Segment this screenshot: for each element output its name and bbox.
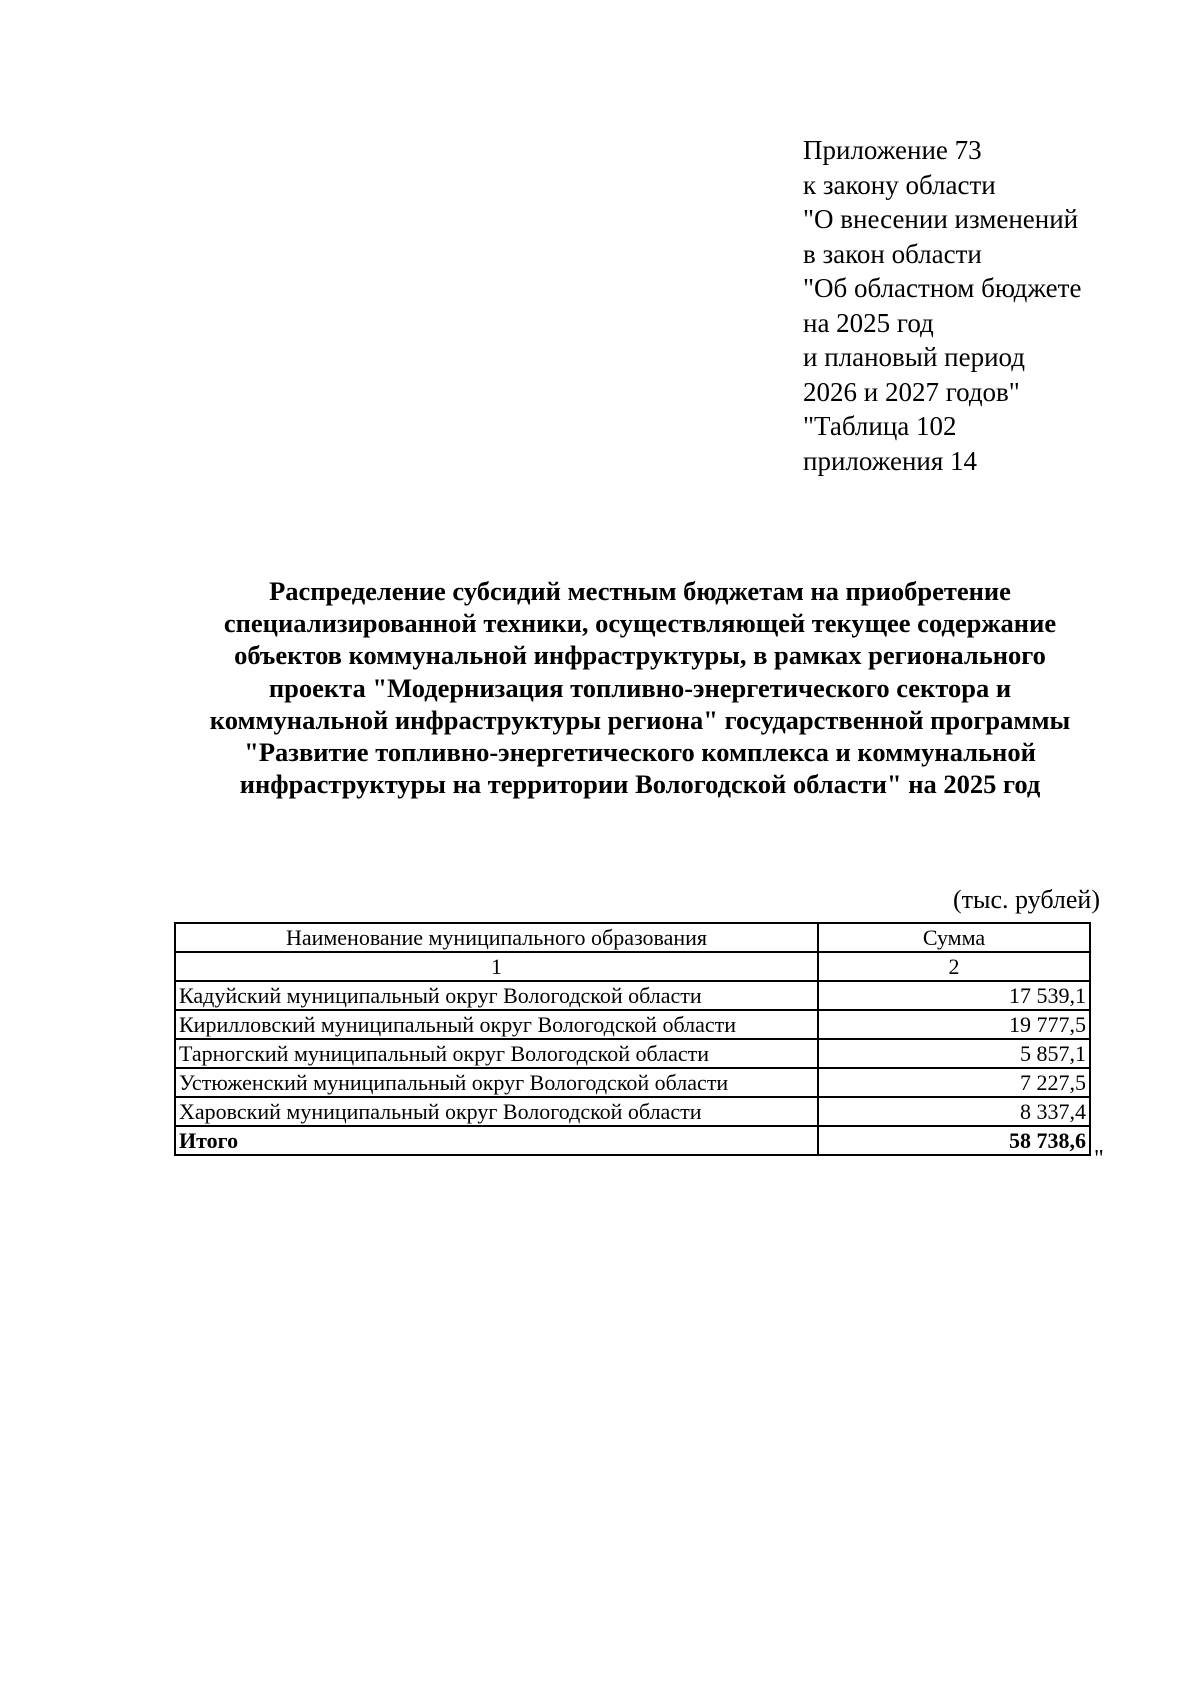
table-total-row [175, 1126, 1090, 1155]
appendix-line: 2026 и 2027 годов" [803, 376, 1020, 407]
table-row [175, 981, 1090, 1010]
table-row [175, 1010, 1090, 1039]
appendix-line: "Таблица 102 [803, 411, 957, 441]
colnum-1: 1 [175, 952, 818, 981]
title-line: Распределение субсидий местным бюджетам на приобретение [269, 576, 1011, 606]
subsidy-table [174, 922, 1091, 1156]
appendix-line: на 2025 год [803, 307, 934, 338]
row-name: Кирилловский муниципальный округ Вологодской области [175, 1010, 818, 1039]
table-row [175, 1068, 1090, 1097]
total-label: Итого [175, 1126, 818, 1155]
appendix-header [803, 133, 1163, 478]
title-line: объектов коммунальной инфраструктуры, в рамках регионального [234, 640, 1046, 671]
row-name: Тарногский муниципальный округ Вологодской области [175, 1039, 818, 1068]
table-colnum-row [175, 952, 1090, 981]
row-sum: 17 539,1 [818, 981, 1090, 1010]
colnum-2: 2 [818, 952, 1090, 981]
row-sum: 8 337,4 [818, 1097, 1090, 1126]
title-line: коммунальной инфраструктуры региона" государственной программы [209, 704, 1071, 735]
row-name: Кадуйский муниципальный округ Вологодской области [175, 981, 818, 1010]
appendix-line: и плановый период [803, 342, 1025, 372]
units-label: (тыс. рублей) [952, 885, 1100, 914]
title-line: специализированной техники, осуществляющей текущее содержание [223, 608, 1057, 639]
table-header-row [175, 923, 1090, 952]
appendix-line: "О внесении изменений [803, 204, 1079, 234]
appendix-line: в закон области [803, 238, 982, 269]
header-sum: Сумма [818, 923, 1090, 952]
table-row [175, 1097, 1090, 1126]
title-line: инфраструктуры на территории Вологодской области" на 2025 год [239, 769, 1041, 800]
header-name: Наименование муниципального образования [175, 923, 818, 952]
closing-quote: " [1094, 1146, 1104, 1172]
row-name: Устюженский муниципальный округ Вологодской области [175, 1068, 818, 1097]
total-sum: 58 738,6 [818, 1126, 1090, 1155]
appendix-line: приложения 14 [803, 445, 978, 476]
appendix-line: Приложение 73 [803, 135, 982, 165]
table-row [175, 1039, 1090, 1068]
document-title [140, 575, 1140, 800]
title-line: проекта "Модернизация топливно-энергетического сектора и [268, 672, 1012, 703]
title-line: "Развитие топливно-энергетического комплекса и коммунальной [244, 737, 1036, 768]
appendix-line: "Об областном бюджете [803, 273, 1082, 303]
row-name: Харовский муниципальный округ Вологодской области [175, 1097, 818, 1126]
appendix-line: к закону области [803, 169, 996, 200]
row-sum: 7 227,5 [818, 1068, 1090, 1097]
row-sum: 19 777,5 [818, 1010, 1090, 1039]
row-sum: 5 857,1 [818, 1039, 1090, 1068]
